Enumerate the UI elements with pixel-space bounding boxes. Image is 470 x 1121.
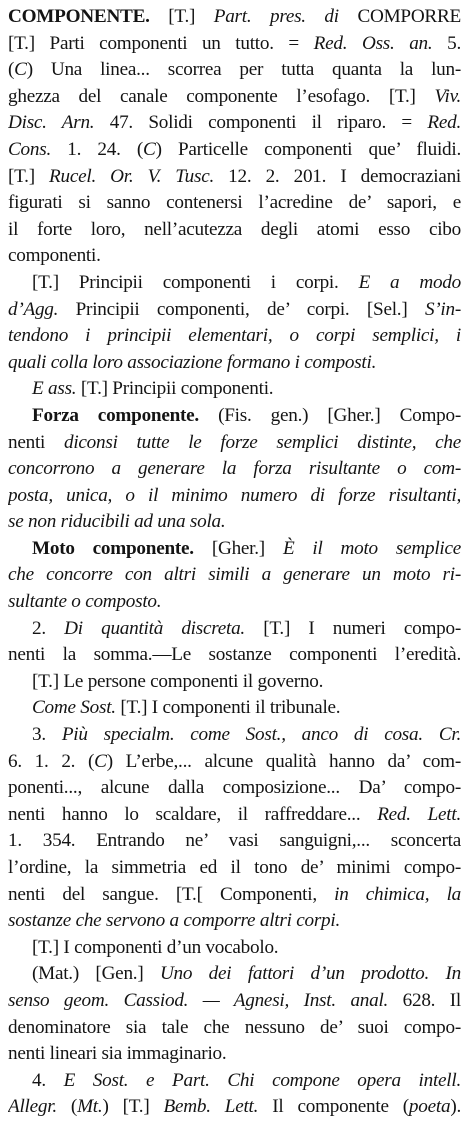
text-segment: [T.] I numeri compo- — [244, 617, 461, 639]
text-line — [8, 855, 461, 882]
italic-text: posta, unica, o il minimo numero di forze risultanti, — [8, 484, 461, 506]
text-segment: ) Una linea... scorrea per tutta quanta la lun- — [26, 59, 461, 81]
text-segment: nenti la somma.—Le sostanze componenti l’eredità. — [8, 644, 461, 666]
text-line — [8, 802, 461, 829]
text-segment: 1. 354. Entrando ne’ vasi sanguigni,... sconcerta — [8, 830, 461, 852]
text-line — [8, 1094, 461, 1121]
italic-text: S’in- — [424, 298, 461, 320]
text-line — [8, 1068, 461, 1095]
italic-text: Disc. Arn. — [8, 112, 95, 134]
text-segment: [T.] I componenti d’un vocabolo. — [32, 936, 279, 958]
text-line — [8, 57, 461, 84]
text-line — [8, 164, 461, 191]
text-segment: 6. 1. 2. ( — [8, 750, 95, 772]
italic-text: Uno dei fattori d’un prodotto. In — [159, 963, 461, 985]
text-line — [8, 509, 461, 536]
text-segment: [T.] — [149, 6, 214, 27]
italic-text: sultante o composto. — [8, 591, 162, 613]
text-line — [8, 722, 461, 749]
text-line — [8, 1041, 461, 1068]
text-segment: denominatore sia tale che nessuno de’ suoi compo- — [8, 1016, 461, 1038]
text-line — [8, 562, 461, 589]
text-line — [8, 297, 461, 324]
text-line — [8, 403, 461, 430]
italic-text: quali colla loro associazione formano i composti. — [8, 351, 377, 373]
text-line — [8, 642, 461, 669]
italic-text: È il moto semplice — [282, 537, 461, 559]
text-line — [8, 669, 461, 696]
italic-text: Bemb. Lett. — [163, 1096, 259, 1118]
headword: COMPONENTE. — [8, 6, 150, 27]
text-segment: nenti lineari sia immaginario. — [8, 1043, 227, 1065]
italic-text: in chimica, la — [334, 883, 461, 905]
text-line — [8, 376, 461, 403]
text-line — [8, 828, 461, 855]
text-line — [8, 4, 461, 31]
text-segment: il forte loro, nell’acutezza degli atomi esso cibo — [8, 218, 461, 240]
italic-text: Red. Oss. an. — [313, 32, 433, 54]
italic-text: Rucel. Or. V. Tusc. — [49, 165, 215, 187]
italic-text: Red. Lett. — [377, 803, 461, 825]
italic-text: concorrono a generare la forza risultante o com- — [8, 458, 461, 480]
text-segment: [T.] Le persone componenti il governo. — [32, 670, 324, 692]
text-segment: [T.] Principii componenti. — [76, 378, 274, 400]
italic-text: tendono i principii elementari, o corpi semplici, i — [8, 325, 461, 347]
text-line — [8, 882, 461, 909]
text-line — [8, 217, 461, 244]
text-segment: [T.] Parti componenti un tutto. = — [8, 32, 314, 54]
text-line — [8, 935, 461, 962]
italic-text: C — [143, 138, 156, 160]
text-line — [8, 695, 461, 722]
italic-text: E ass. — [32, 378, 77, 400]
italic-text: senso geom. Cassiod. — Agnesi, Inst. anal. — [8, 989, 389, 1011]
italic-text: C — [14, 59, 27, 81]
italic-text: d’Agg. — [8, 298, 59, 320]
text-segment: ). — [450, 1096, 461, 1118]
text-segment: ghezza del canale componente l’esofago. [T.] — [8, 85, 435, 107]
dictionary-entry-componente — [8, 4, 461, 1121]
text-segment: [T.] — [8, 165, 50, 187]
text-segment: 1. 24. ( — [51, 138, 143, 160]
text-line — [8, 908, 461, 935]
text-segment: componenti. — [8, 245, 101, 267]
text-segment: Principii componenti, de’ corpi. [Sel.] — [58, 298, 425, 320]
text-line — [8, 589, 461, 616]
text-segment: (Mat.) [Gen.] — [32, 963, 160, 985]
text-segment: COMPORRE — [357, 6, 461, 27]
italic-text: Mt. — [77, 1096, 103, 1118]
italic-text: Più specialm. come Sost., anco di cosa. Cr. — [61, 724, 461, 746]
text-line — [8, 1015, 461, 1042]
text-segment: ) L’erbe,... alcune qualità hanno da’ com- — [106, 750, 461, 772]
text-segment: ponenti..., alcune dalla composizione... Da’ compo- — [8, 777, 461, 799]
italic-text: che concorre con altri simili a generare un moto ri- — [8, 564, 461, 586]
text-line — [8, 536, 461, 563]
text-line — [8, 190, 461, 217]
text-segment: 5. — [432, 32, 461, 54]
text-segment: ) Particelle componenti que’ fluidi. — [155, 138, 461, 160]
text-segment: 3. — [32, 724, 62, 746]
italic-text: Allegr. — [8, 1096, 57, 1118]
text-segment: 628. Il — [388, 989, 461, 1011]
italic-text: Part. pres. di — [213, 6, 358, 27]
italic-text: C — [94, 750, 107, 772]
text-segment: ( — [56, 1096, 78, 1118]
text-segment: [Gher.] — [193, 537, 283, 559]
italic-text: Cons. — [8, 138, 51, 160]
text-line — [8, 616, 461, 643]
italic-text: se non riducibili ad una sola. — [8, 511, 226, 533]
italic-text: sostanze che servono a comporre altri corpi. — [8, 910, 341, 932]
text-segment: ( — [8, 59, 15, 81]
text-segment: 4. — [32, 1069, 64, 1091]
text-line — [8, 270, 461, 297]
italic-text: diconsi tutte le forze semplici distinte, che — [63, 431, 461, 453]
italic-text: Di quantità discreta. — [64, 617, 245, 639]
italic-text: Viv. — [434, 85, 461, 107]
text-line — [8, 243, 461, 270]
text-segment: figurati si sanno contenersi l’acredine de’ sapori, e — [8, 192, 461, 214]
text-segment: l’ordine, la simmetria ed il tono de’ minimi compo- — [8, 857, 461, 878]
text-segment: Il componente ( — [258, 1096, 409, 1118]
text-segment: nenti del sangue. [T.[ Componenti, — [8, 883, 335, 905]
text-segment: (Fis. gen.) [Gher.] Compo- — [198, 404, 461, 426]
text-segment: nenti hanno lo scaldare, il raffreddare... — [8, 803, 378, 825]
text-segment: [T.] Principii componenti i corpi. — [32, 271, 359, 293]
text-line — [8, 323, 461, 350]
headword: Moto componente. — [32, 537, 194, 559]
text-line — [8, 430, 461, 457]
text-line — [8, 137, 461, 164]
text-line — [8, 988, 461, 1015]
text-line — [8, 31, 461, 58]
italic-text: Come Sost. — [32, 697, 116, 719]
text-line — [8, 84, 461, 111]
italic-text: poeta — [408, 1096, 451, 1118]
text-segment: 47. Solidi componenti il riparo. = — [94, 112, 428, 134]
headword: Forza componente. — [32, 404, 199, 426]
text-segment: 12. 2. 201. I democraziani — [214, 165, 461, 187]
text-line — [8, 775, 461, 802]
text-line — [8, 749, 461, 776]
text-segment: nenti — [8, 431, 64, 453]
text-line — [8, 456, 461, 483]
text-segment: ) [T.] — [102, 1096, 164, 1118]
text-line — [8, 483, 461, 510]
text-line — [8, 350, 461, 377]
text-segment: [T.] I componenti il tribunale. — [115, 697, 341, 719]
italic-text: E Sost. e Part. Chi compone opera intell. — [63, 1069, 461, 1091]
text-segment: 2. — [32, 617, 65, 639]
italic-text: Red. — [427, 112, 461, 134]
italic-text: E a modo — [358, 271, 461, 293]
text-line — [8, 110, 461, 137]
text-line — [8, 961, 461, 988]
